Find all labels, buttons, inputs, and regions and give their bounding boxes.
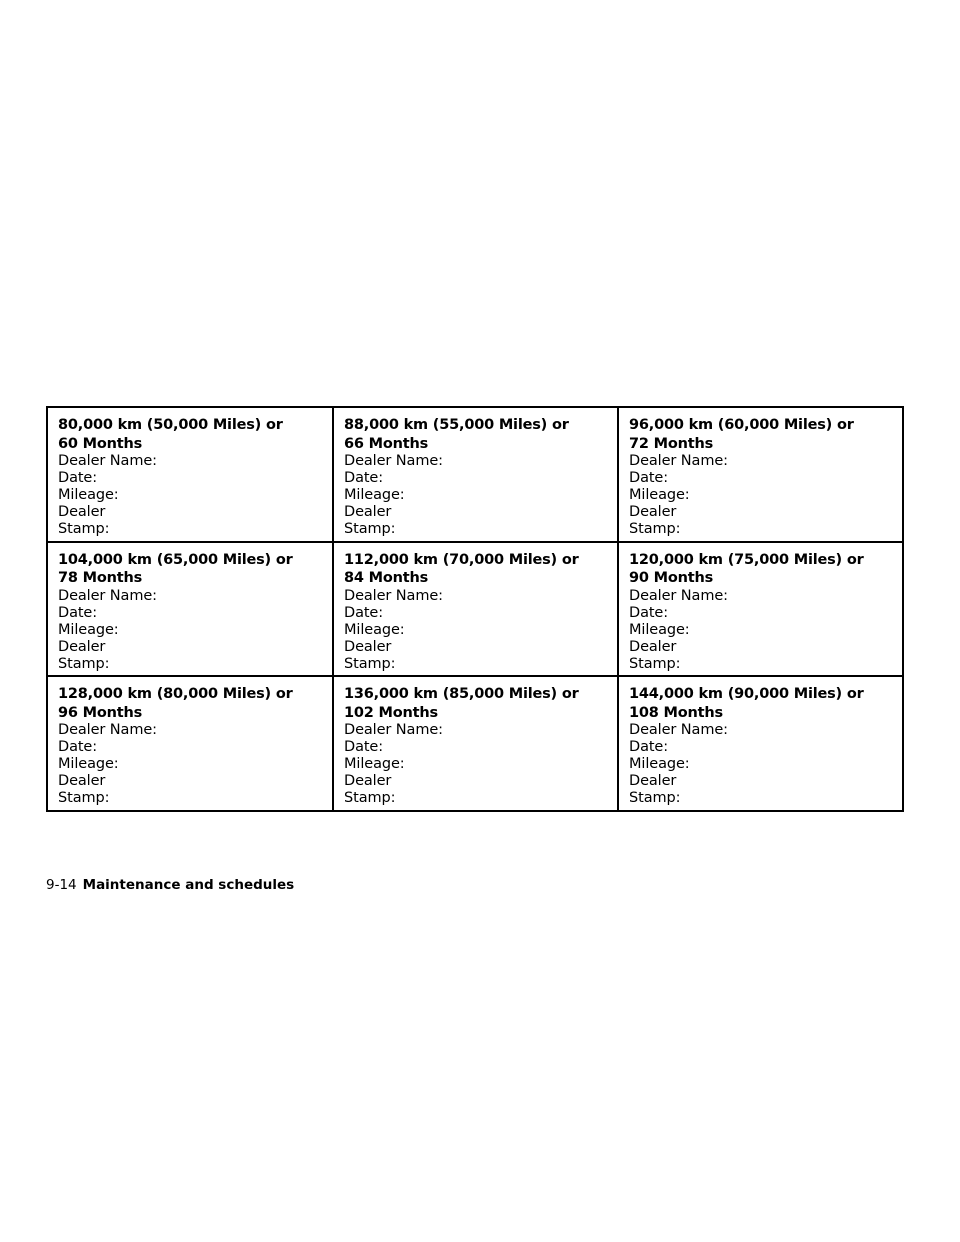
date-label: Date: (58, 470, 98, 486)
dealer-label: Dealer (344, 773, 392, 790)
maintenance-log-table (46, 406, 904, 812)
stamp-label: Stamp: (344, 790, 396, 807)
interval-heading-line2: 96 Months (58, 704, 143, 721)
dealer-name-label: Dealer Name: (344, 587, 443, 604)
mileage-label: Mileage: (58, 756, 119, 773)
interval-heading-line1: 80,000 km (50,000 Miles) or (58, 417, 283, 433)
dealer-label: Dealer (629, 638, 677, 655)
dealer-name-label: Dealer Name: (58, 453, 157, 469)
stamp-label: Stamp: (629, 521, 681, 537)
stamp-label: Stamp: (58, 521, 110, 537)
dealer-label: Dealer (58, 504, 106, 520)
mileage-label: Mileage: (629, 621, 690, 638)
interval-heading-line2: 78 Months (58, 570, 143, 587)
dealer-label: Dealer (629, 504, 677, 520)
dealer-label: Dealer (58, 638, 106, 655)
date-label: Date: (344, 739, 384, 756)
log-cell (47, 676, 333, 811)
mileage-label: Mileage: (344, 487, 405, 503)
table-row (47, 676, 903, 811)
stamp-label: Stamp: (58, 790, 110, 807)
interval-heading-line1: 96,000 km (60,000 Miles) or (629, 417, 854, 433)
dealer-label: Dealer (344, 638, 392, 655)
mileage-label: Mileage: (58, 621, 119, 638)
dealer-name-label: Dealer Name: (344, 453, 443, 469)
log-cell (333, 542, 618, 677)
log-cell (333, 407, 618, 542)
interval-heading-line1: 112,000 km (70,000 Miles) or (344, 551, 579, 568)
mileage-label: Mileage: (58, 487, 119, 503)
date-label: Date: (58, 739, 98, 756)
stamp-label: Stamp: (344, 521, 396, 537)
interval-heading-line1: 88,000 km (55,000 Miles) or (344, 417, 569, 433)
log-cell (618, 542, 903, 677)
interval-heading-line2: 108 Months (629, 704, 723, 721)
interval-heading-line2: 66 Months (344, 435, 429, 452)
dealer-label: Dealer (58, 773, 106, 790)
date-label: Date: (344, 470, 384, 486)
date-label: Date: (629, 739, 669, 756)
page-footer (46, 876, 294, 894)
log-cell (618, 407, 903, 542)
table-row (47, 407, 903, 542)
interval-heading-line2: 60 Months (58, 435, 143, 452)
table-row (47, 542, 903, 677)
dealer-label: Dealer (344, 504, 392, 520)
mileage-label: Mileage: (629, 487, 690, 503)
dealer-name-label: Dealer Name: (58, 587, 157, 604)
interval-heading-line2: 72 Months (629, 435, 714, 452)
date-label: Date: (629, 470, 669, 486)
date-label: Date: (344, 604, 384, 621)
dealer-name-label: Dealer Name: (58, 722, 157, 739)
interval-heading-line1: 144,000 km (90,000 Miles) or (629, 686, 864, 703)
dealer-name-label: Dealer Name: (629, 453, 728, 469)
stamp-label: Stamp: (344, 655, 396, 672)
log-cell (618, 676, 903, 811)
stamp-label: Stamp: (58, 655, 110, 672)
log-cell (333, 676, 618, 811)
stamp-label: Stamp: (629, 790, 681, 807)
interval-heading-line1: 104,000 km (65,000 Miles) or (58, 551, 293, 568)
mileage-label: Mileage: (344, 756, 405, 773)
dealer-name-label: Dealer Name: (629, 587, 728, 604)
dealer-label: Dealer (629, 773, 677, 790)
log-cell (47, 542, 333, 677)
interval-heading-line2: 102 Months (344, 704, 438, 721)
dealer-name-label: Dealer Name: (344, 722, 443, 739)
dealer-name-label: Dealer Name: (629, 722, 728, 739)
date-label: Date: (58, 604, 98, 621)
stamp-label: Stamp: (629, 655, 681, 672)
mileage-label: Mileage: (629, 756, 690, 773)
interval-heading-line1: 120,000 km (75,000 Miles) or (629, 551, 864, 568)
interval-heading-line1: 128,000 km (80,000 Miles) or (58, 686, 293, 703)
interval-heading-line1: 136,000 km (85,000 Miles) or (344, 686, 579, 703)
date-label: Date: (629, 604, 669, 621)
interval-heading-line2: 90 Months (629, 570, 714, 587)
section-title: Maintenance and schedules (82, 877, 295, 893)
page-number: 9-14 (46, 877, 77, 893)
mileage-label: Mileage: (344, 621, 405, 638)
log-cell (47, 407, 333, 542)
interval-heading-line2: 84 Months (344, 570, 429, 587)
